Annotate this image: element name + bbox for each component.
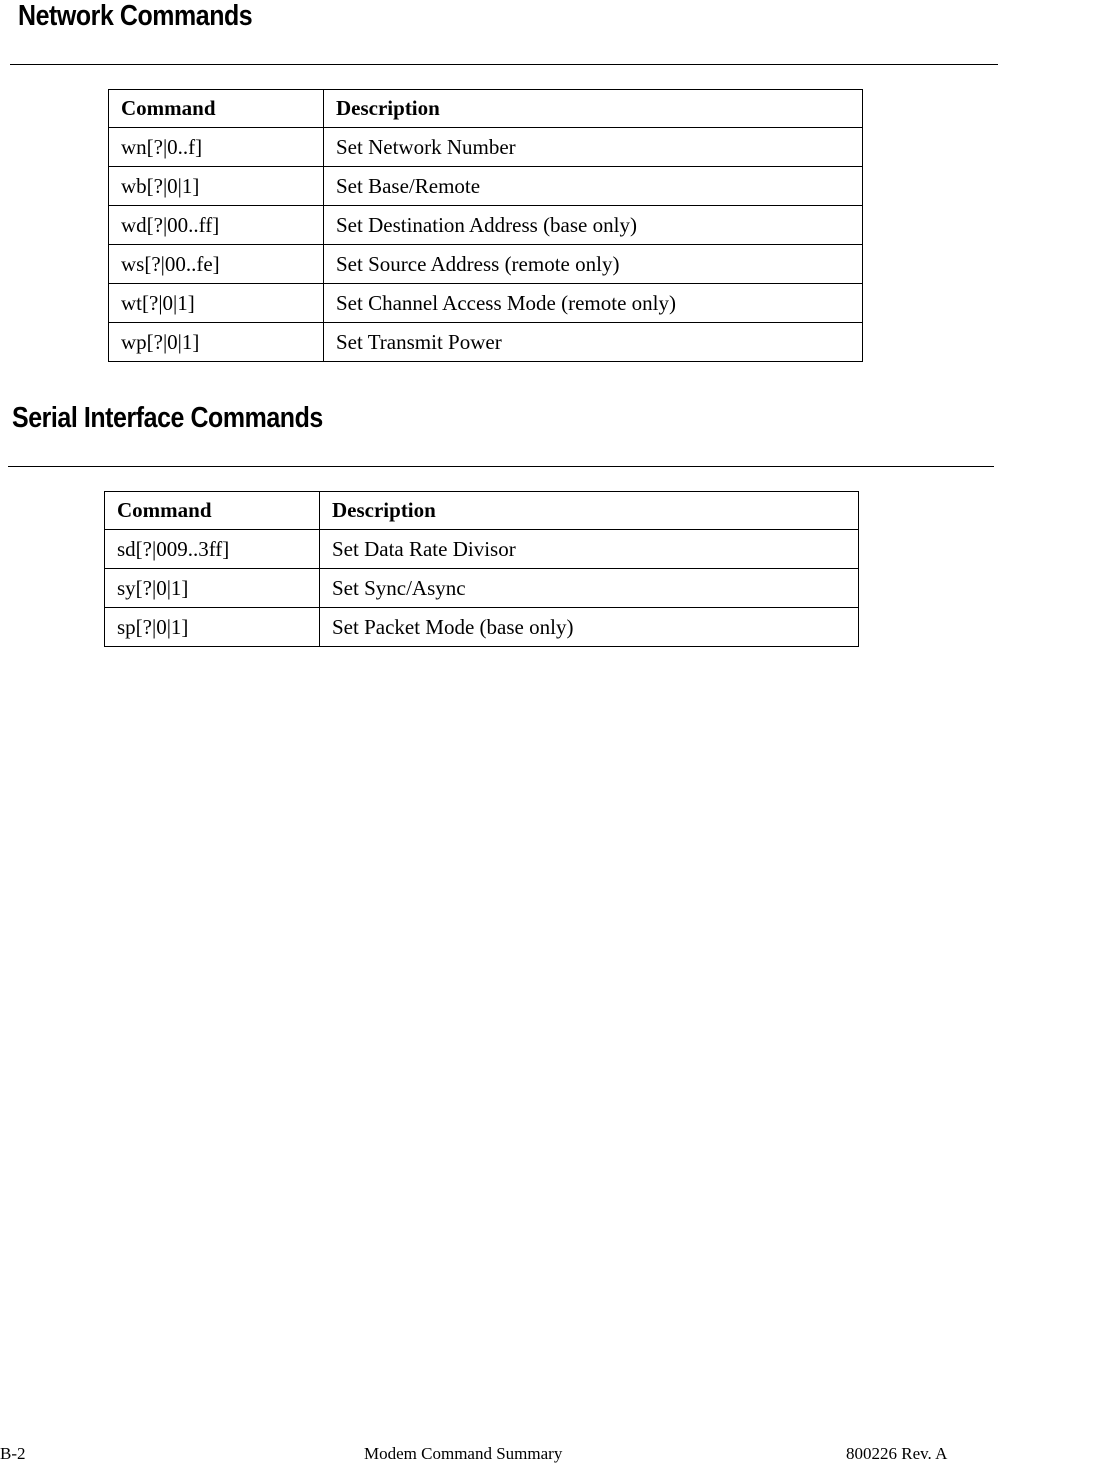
network-commands-table	[108, 89, 863, 362]
description-column-header: Description	[320, 492, 859, 530]
command-cell: sd[?|009..3ff]	[105, 530, 320, 569]
description-cell: Set Base/Remote	[324, 167, 863, 206]
command-cell: ws[?|00..fe]	[109, 245, 324, 284]
table-header-row	[109, 90, 863, 128]
command-cell: sp[?|0|1]	[105, 608, 320, 647]
description-cell: Set Source Address (remote only)	[324, 245, 863, 284]
description-cell: Set Sync/Async	[320, 569, 859, 608]
serial-interface-commands-divider	[8, 466, 994, 467]
description-column-header: Description	[324, 90, 863, 128]
command-cell: sy[?|0|1]	[105, 569, 320, 608]
description-cell: Set Destination Address (base only)	[324, 206, 863, 245]
table-header-row	[105, 492, 859, 530]
document-title: Modem Command Summary	[364, 1444, 563, 1463]
serial-interface-commands-table	[104, 491, 859, 647]
command-column-header: Command	[105, 492, 320, 530]
description-cell: Set Transmit Power	[324, 323, 863, 362]
command-cell: wp[?|0|1]	[109, 323, 324, 362]
network-commands-divider	[10, 64, 998, 65]
description-cell: Set Data Rate Divisor	[320, 530, 859, 569]
description-cell: Set Packet Mode (base only)	[320, 608, 859, 647]
table-row	[109, 206, 863, 245]
table-row	[109, 128, 863, 167]
table-row	[109, 245, 863, 284]
command-cell: wt[?|0|1]	[109, 284, 324, 323]
command-cell: wd[?|00..ff]	[109, 206, 324, 245]
page-number: B-2	[0, 1444, 26, 1463]
table-row	[109, 323, 863, 362]
table-row	[109, 167, 863, 206]
command-cell: wb[?|0|1]	[109, 167, 324, 206]
description-cell: Set Channel Access Mode (remote only)	[324, 284, 863, 323]
table-row	[105, 608, 859, 647]
table-row	[105, 530, 859, 569]
command-cell: wn[?|0..f]	[109, 128, 324, 167]
description-cell: Set Network Number	[324, 128, 863, 167]
revision-label: 800226 Rev. A	[846, 1444, 948, 1463]
network-commands-heading: Network Commands	[18, 0, 253, 32]
command-column-header: Command	[109, 90, 324, 128]
table-row	[109, 284, 863, 323]
serial-interface-commands-heading: Serial Interface Commands	[12, 402, 323, 434]
table-row	[105, 569, 859, 608]
